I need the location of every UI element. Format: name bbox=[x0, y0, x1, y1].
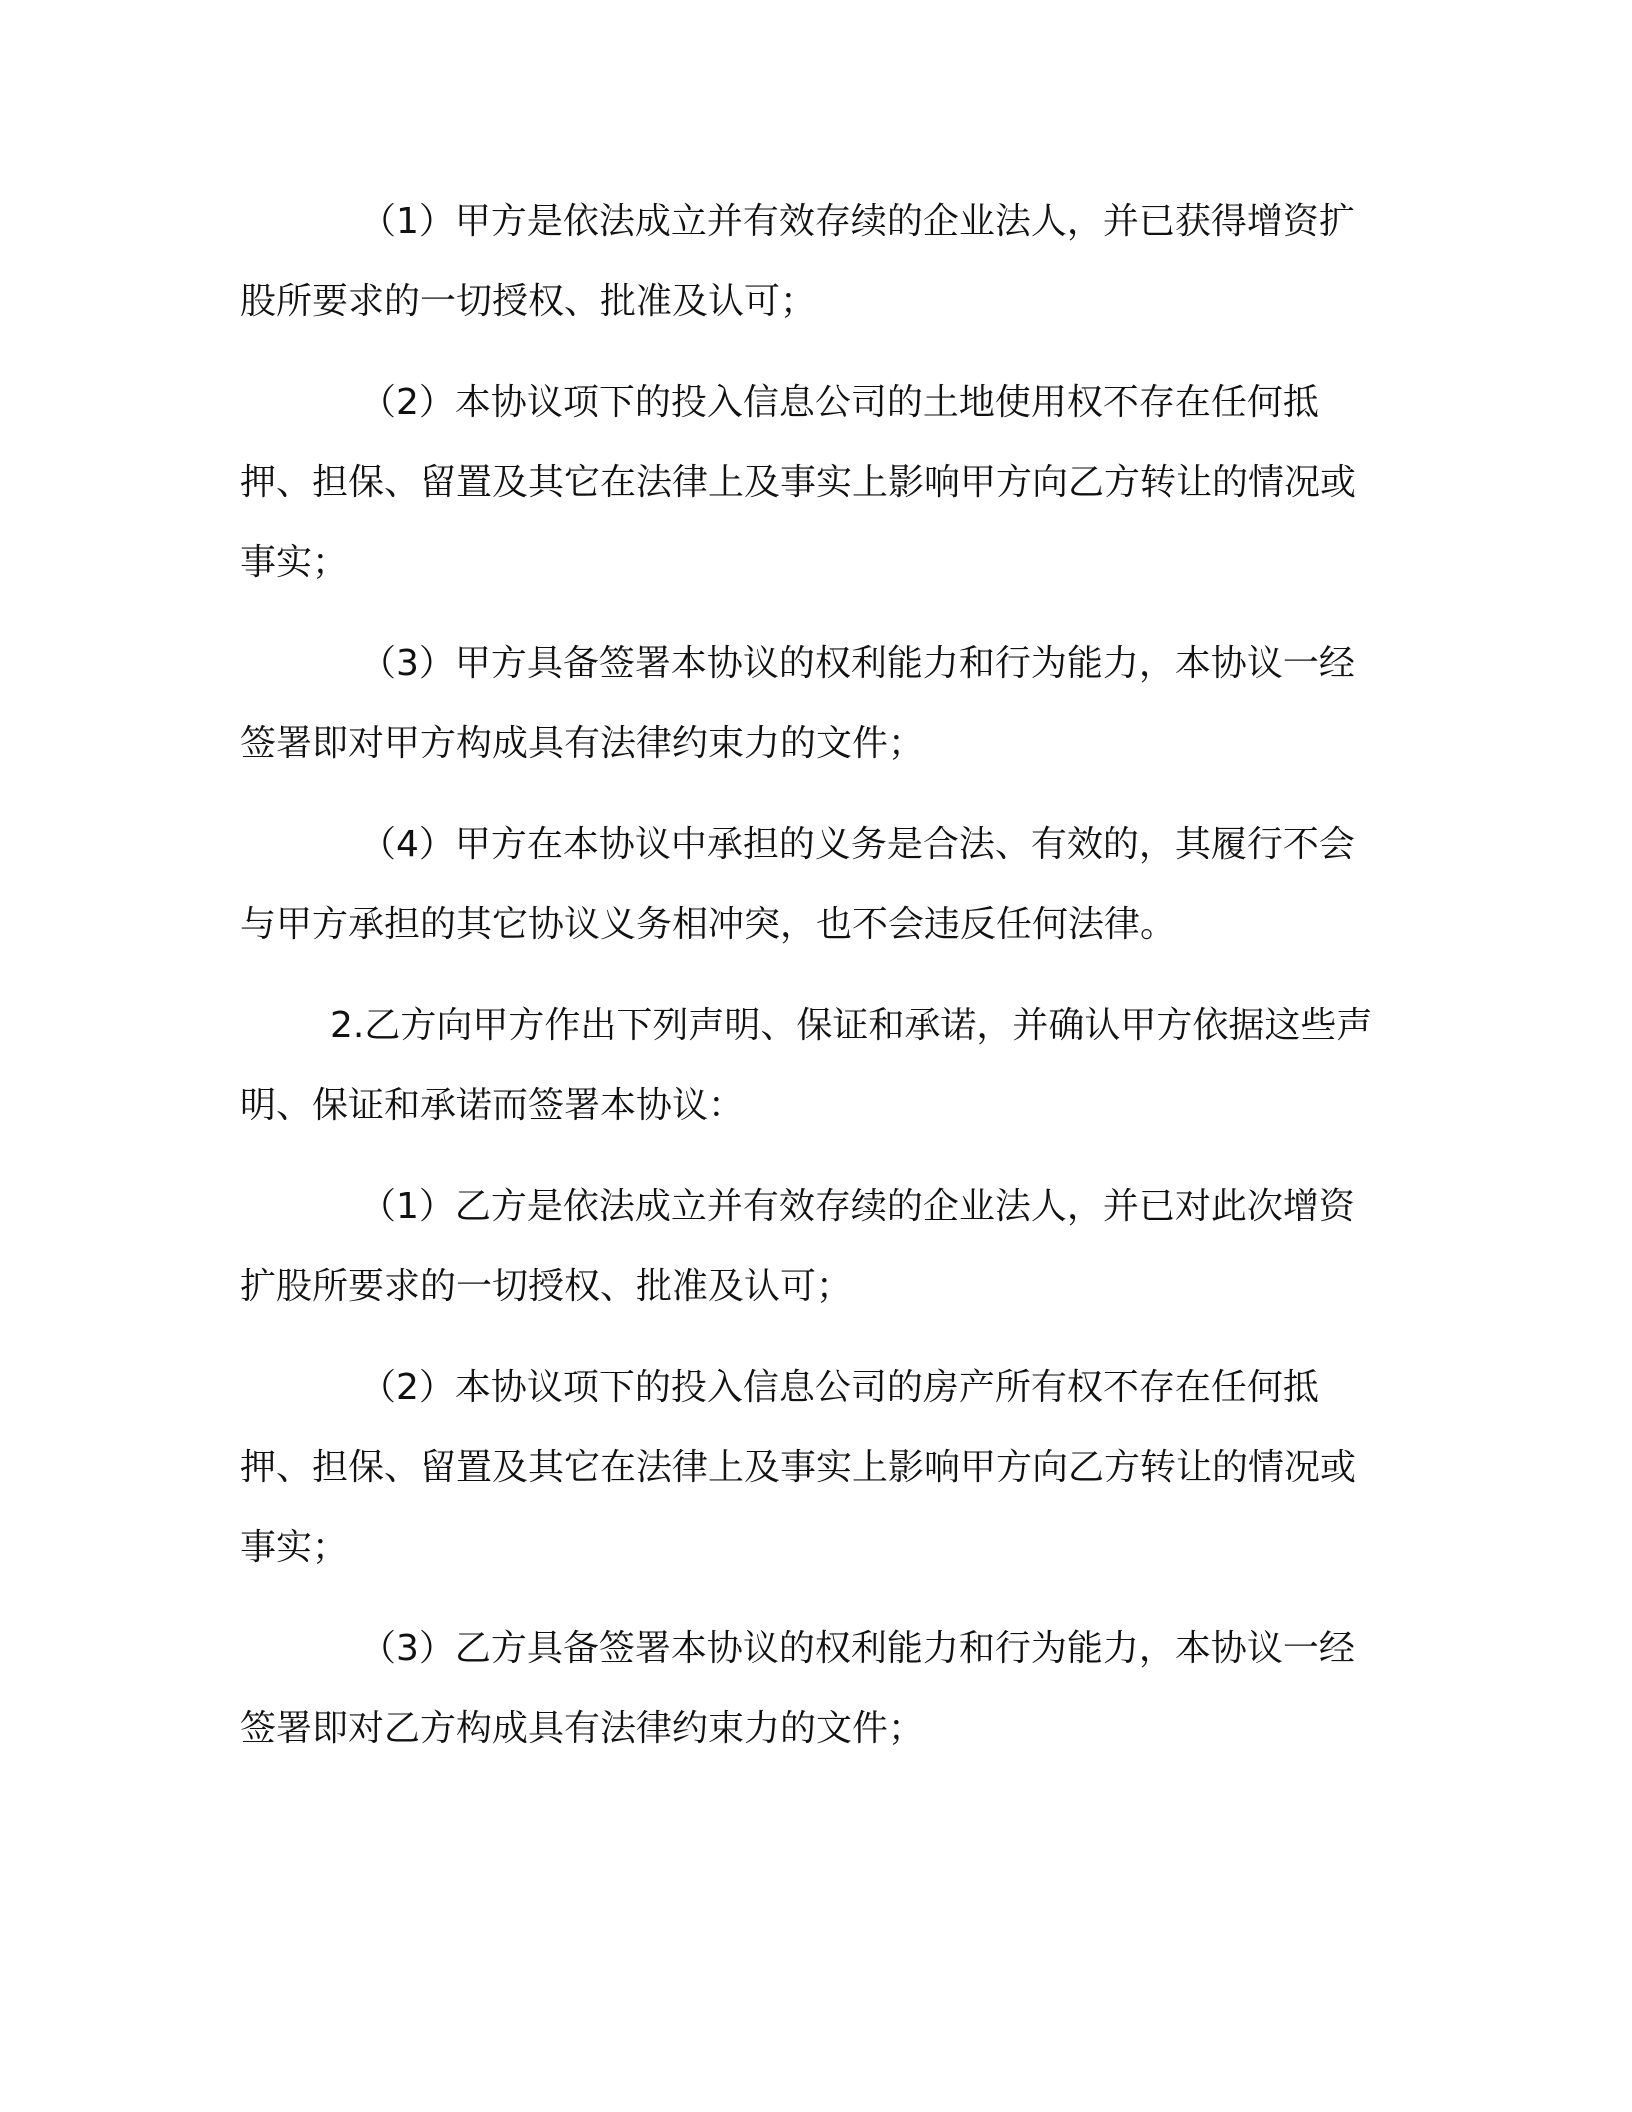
section-2-heading: 2.乙方向甲方作出下列声明、保证和承诺，并确认甲方依据这些声明、保证和承诺而签署本协议： bbox=[240, 1005, 1373, 1126]
clause-b1: （1）乙方是依法成立并有效存续的企业法人，并已对此次增资扩股所要求的一切授权、批准及认可； bbox=[240, 1186, 1355, 1307]
clause-a3: （3）甲方具备签署本协议的权利能力和行为能力，本协议一经签署即对甲方构成具有法律约束力的文件； bbox=[240, 643, 1355, 764]
clause-a2: （2）本协议项下的投入信息公司的土地使用权不存在任何抵押、担保、留置及其它在法律上及事实上影响甲方向乙方转让的情况或事实； bbox=[240, 382, 1357, 583]
document-body bbox=[240, 182, 1380, 1790]
clause-a1: （1）甲方是依法成立并有效存续的企业法人，并已获得增资扩股所要求的一切授权、批准及认可； bbox=[240, 201, 1355, 322]
clause-a4: （4）甲方在本协议中承担的义务是合法、有效的，其履行不会与甲方承担的其它协议义务相冲突，也不会违反任何法律。 bbox=[240, 824, 1355, 945]
clause-b2: （2）本协议项下的投入信息公司的房产所有权不存在任何抵押、担保、留置及其它在法律上及事实上影响甲方向乙方转让的情况或事实； bbox=[240, 1367, 1357, 1568]
clause-b3: （3）乙方具备签署本协议的权利能力和行为能力，本协议一经签署即对乙方构成具有法律约束力的文件； bbox=[240, 1628, 1355, 1749]
